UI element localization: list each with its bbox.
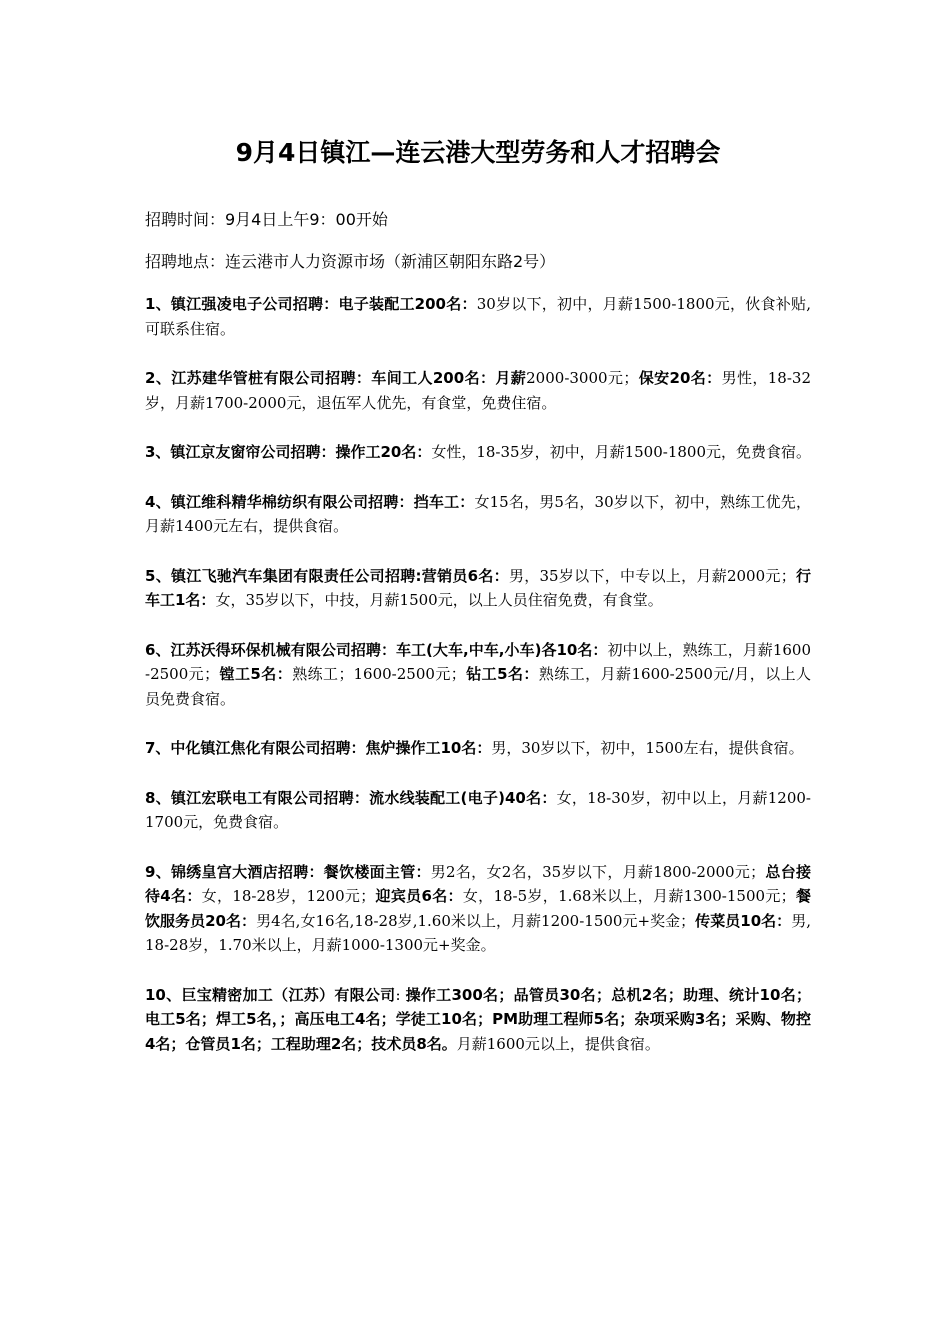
job-item-heading: 1、镇江强凌电子公司招聘：电子装配工200名： <box>145 295 477 313</box>
job-item-detail: 男,18-28岁，1.70米以上，月薪1000-1300元+奖金。 <box>145 911 812 954</box>
job-item-heading: 钻工5名： <box>465 665 539 683</box>
recruit-time: 招聘时间：9月4日上午9：00开始 <box>145 210 388 229</box>
job-item-detail: 女15名，男5名，30岁以下，初中，熟练工优先，月薪1400元左右，提供食宿。 <box>145 492 811 535</box>
job-item-detail: 女性，18-35岁，初中，月薪1500-1800元，免费食宿。 <box>431 443 811 461</box>
job-item <box>145 736 811 761</box>
job-listings <box>145 292 811 1056</box>
job-item-detail: 2000-3000元； <box>526 369 639 387</box>
job-item-heading: 8、镇江宏联电工有限公司招聘：流水线装配工(电子)40名： <box>145 788 557 807</box>
job-item-detail: 男4名,女16名,18-28岁,1.60米以上，月薪1200-1500元+奖金； <box>256 911 696 930</box>
job-item-detail: 男，35岁以下，中专以上，月薪2000元； <box>508 566 796 585</box>
job-item-heading: 操作工300名；品管员30名；总机2名；助理、统计10名；电工5名；焊工5名，；高压电工4名；学徒工10名；PM助理工程师5名；杂项采购3名；采购、物控4名；仓管员1名；工程助理2名；技术员8名。 <box>145 985 811 1053</box>
job-item-heading: 7、中化镇江焦化有限公司招聘：焦炉操作工10名： <box>145 739 492 757</box>
job-item-detail: 女，18-5岁，1.68米以上，月薪1300-1500元； <box>462 887 796 905</box>
job-item-detail: : <box>395 985 406 1004</box>
job-item <box>145 564 811 613</box>
page-title: 9月4日镇江—连云港大型劳务和人才招聘会 <box>235 138 721 167</box>
job-item-heading: 传菜员10名： <box>695 911 792 930</box>
job-item-detail: 初中以上，熟练工，月薪1600-2500元； <box>145 640 811 683</box>
job-item-detail: 男，30岁以下，初中，1500左右，提供食宿。 <box>491 739 804 757</box>
job-item-detail: 男2名，女2名，35岁以下，月薪1800-2000元； <box>430 862 766 881</box>
job-item <box>145 440 811 465</box>
job-item-detail: 男性，18-32岁，月薪1700-2000元，退伍军人优先，有食堂，免费住宿。 <box>145 369 811 412</box>
recruit-place: 招聘地点：连云港市人力资源市场（新浦区朝阳东路2号） <box>145 252 556 271</box>
job-item <box>145 983 811 1057</box>
job-item-heading: 2、江苏建华管桩有限公司招聘：车间工人200名：月薪 <box>145 369 527 387</box>
job-item-heading: 10、巨宝精密加工（江苏）有限公司 <box>145 985 396 1004</box>
job-item <box>145 292 811 341</box>
job-item-detail: 熟练工，月薪1600-2500元/月，以上人员免费食宿。 <box>145 665 812 708</box>
job-item-heading: 镗工5名： <box>219 665 293 683</box>
job-item-detail: 30岁以下，初中，月薪1500-1800元，伙食补贴,可联系住宿。 <box>145 295 811 338</box>
job-item-heading: 总台接待4名： <box>145 862 811 905</box>
job-item-detail: 女，18-28岁，1200元； <box>201 887 376 905</box>
job-item <box>145 638 811 712</box>
job-item-heading: 9、锦绣皇宫大酒店招聘：餐饮楼面主管： <box>145 862 431 881</box>
job-item <box>145 786 811 835</box>
job-item-detail: 女，18-30岁，初中以上，月薪1200-1700元，免费食宿。 <box>145 788 811 831</box>
job-item-heading: 行车工1名： <box>145 566 812 609</box>
job-item-heading: 4、镇江维科精华棉纺织有限公司招聘：挡车工： <box>145 492 475 511</box>
document-page <box>145 134 811 1081</box>
job-item <box>145 860 811 958</box>
job-item-heading: 6、江苏沃得环保机械有限公司招聘：车工(大车,中车,小车)各10名： <box>145 640 608 659</box>
job-item <box>145 490 811 539</box>
job-item-detail: 月薪1600元以上，提供食宿。 <box>456 1034 660 1053</box>
job-item-heading: 餐饮服务员20名： <box>145 887 811 930</box>
job-item-heading: 3、镇江京友窗帘公司招聘：操作工20名： <box>145 443 432 461</box>
job-item <box>145 366 811 415</box>
job-item-heading: 保安20名： <box>638 369 722 387</box>
job-item-detail: 女，35岁以下，中技，月薪1500元，以上人员住宿免费，有食堂。 <box>215 591 663 609</box>
job-item-heading: 迎宾员6名： <box>375 887 463 905</box>
job-item-detail: 熟练工；1600-2500元； <box>292 665 466 683</box>
job-item-heading: 5、镇江飞驰汽车集团有限责任公司招聘:营销员6名： <box>145 566 509 585</box>
